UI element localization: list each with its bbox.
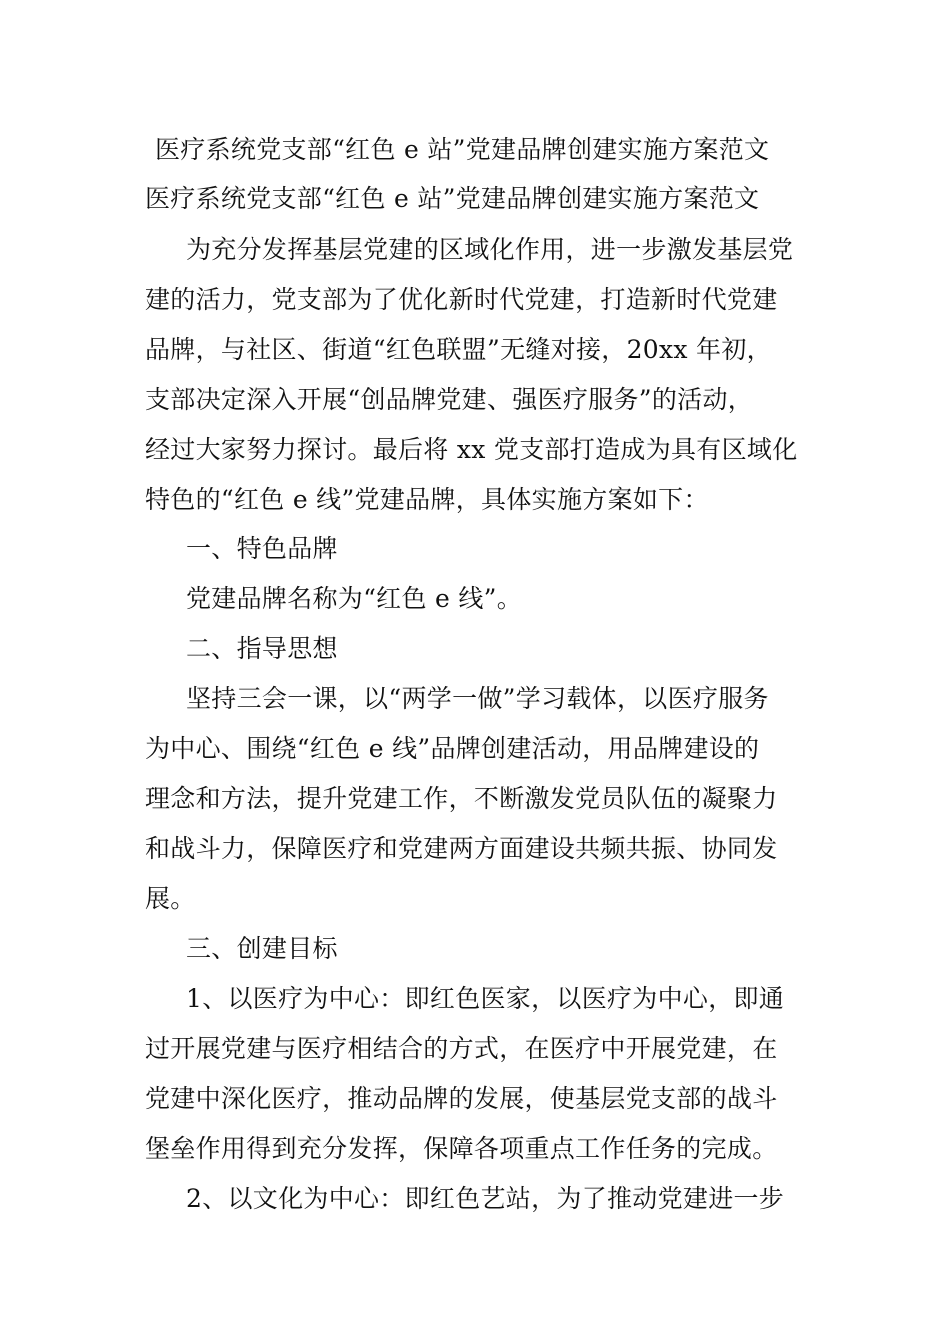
intro-line: 品牌，与社区、街道“红色联盟”无缝对接，20xx 年初，	[145, 335, 772, 364]
section-1-body: 党建品牌名称为“红色 e 线”。	[186, 584, 523, 613]
section-2-heading: 二、指导思想	[186, 634, 338, 663]
section-3-heading: 三、创建目标	[186, 934, 338, 963]
section-2-line: 为中心、围绕“红色 e 线”品牌创建活动，用品牌建设的	[145, 734, 760, 763]
intro-line: 支部决定深入开展“创品牌党建、强医疗服务”的活动，	[145, 385, 754, 414]
section-2-line: 和战斗力，保障医疗和党建两方面建设共频共振、协同发	[145, 834, 778, 863]
intro-line: 建的活力，党支部为了优化新时代党建，打造新时代党建	[145, 285, 778, 314]
section-2-line: 理念和方法，提升党建工作，不断激发党员队伍的凝聚力	[145, 784, 778, 813]
document-title: 医疗系统党支部“红色 e 站”党建品牌创建实施方案范文	[155, 135, 770, 164]
intro-line: 为充分发挥基层党建的区域化作用，进一步激发基层党	[186, 235, 794, 264]
intro-line: 经过大家努力探讨。最后将 xx 党支部打造成为具有区域化	[145, 435, 798, 464]
section-3-item-1-line: 党建中深化医疗，推动品牌的发展，使基层党支部的战斗	[145, 1084, 778, 1113]
document-subtitle: 医疗系统党支部“红色 e 站”党建品牌创建实施方案范文	[145, 184, 760, 213]
intro-line: 特色的“红色 e 线”党建品牌，具体实施方案如下：	[145, 485, 709, 514]
section-3-item-2-line: 2、以文化为中心：即红色艺站，为了推动党建进一步	[186, 1184, 785, 1213]
section-3-item-1-line: 堡垒作用得到充分发挥，保障各项重点工作任务的完成。	[145, 1134, 778, 1163]
section-3-item-1-line: 1、以医疗为中心：即红色医家，以医疗为中心，即通	[186, 984, 785, 1013]
section-2-line: 坚持三会一课，以“两学一做”学习载体，以医疗服务	[186, 684, 769, 713]
section-3-item-1-line: 过开展党建与医疗相结合的方式，在医疗中开展党建，在	[145, 1034, 778, 1063]
section-2-line: 展。	[145, 884, 196, 913]
section-1-heading: 一、特色品牌	[186, 534, 338, 563]
